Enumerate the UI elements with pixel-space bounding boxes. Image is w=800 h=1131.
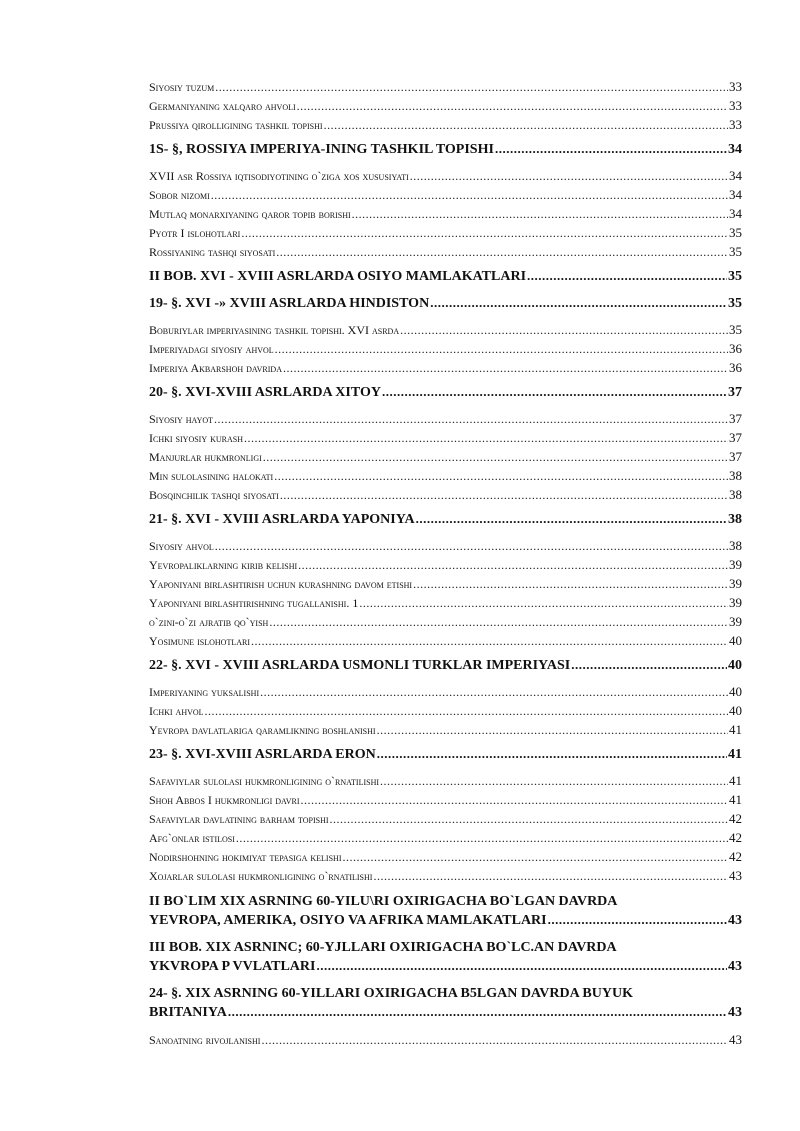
dot-leader bbox=[274, 470, 728, 482]
toc-entry[interactable] bbox=[149, 115, 742, 134]
toc-entry[interactable] bbox=[149, 339, 742, 358]
dot-leader bbox=[316, 959, 727, 972]
toc-entry-title: 1S- §, ROSSIYA IMPERIYA-INING TASHKIL TOPISHI bbox=[149, 142, 494, 157]
toc-heading-entry[interactable] bbox=[149, 892, 742, 930]
dot-leader bbox=[342, 851, 728, 863]
toc-entry-title: Pyotr I islohotlari bbox=[149, 226, 241, 240]
toc-page-number: 42 bbox=[729, 849, 742, 864]
toc-entry[interactable] bbox=[149, 682, 742, 701]
toc-heading-line2: BRITANIYA bbox=[149, 1005, 227, 1020]
toc-entry[interactable] bbox=[149, 574, 742, 593]
toc-page-number: 43 bbox=[728, 959, 742, 974]
toc-entry[interactable] bbox=[149, 358, 742, 377]
toc-page-number: 38 bbox=[729, 538, 742, 553]
dot-leader bbox=[527, 269, 727, 282]
toc-entry[interactable] bbox=[149, 612, 742, 631]
toc-page-number: 35 bbox=[729, 322, 742, 337]
toc-entry-title: Prussiya qirolligining tashkil topishi bbox=[149, 118, 323, 132]
toc-entry[interactable] bbox=[149, 428, 742, 447]
toc-entry-title: 20- §. XVI-XVIII ASRLARDA XITOY bbox=[149, 385, 381, 400]
toc-page-number: 38 bbox=[729, 468, 742, 483]
dot-leader bbox=[205, 705, 728, 717]
dot-leader bbox=[330, 813, 728, 825]
dot-leader bbox=[297, 100, 728, 112]
dot-leader bbox=[215, 81, 728, 93]
toc-entry[interactable] bbox=[149, 536, 742, 555]
toc-heading-line2: YEVROPA, AMERIKA, OSIYO VA AFRIKA MAMLAKATLARI bbox=[149, 913, 547, 928]
toc-entry-title: Yevropa davlatlariga qaramlikning boshlanishi bbox=[149, 723, 376, 737]
toc-page-number: 39 bbox=[729, 614, 742, 629]
toc-page-number: 33 bbox=[729, 117, 742, 132]
toc-heading-entry[interactable] bbox=[149, 744, 742, 766]
toc-page-number: 40 bbox=[729, 633, 742, 648]
toc-entry[interactable] bbox=[149, 790, 742, 809]
dot-leader bbox=[215, 540, 728, 552]
toc-entry-title: II BOB. XVI - XVIII ASRLARDA OSIYO MAMLAKATLARI bbox=[149, 269, 527, 284]
toc-entry[interactable] bbox=[149, 242, 742, 261]
toc-page-number: 34 bbox=[729, 187, 742, 202]
dot-leader bbox=[359, 597, 728, 609]
toc-entry-title: Min sulolasining halokati bbox=[149, 469, 274, 483]
toc-entry-title: Manjurlar hukmronligi bbox=[149, 450, 262, 464]
toc-entry[interactable] bbox=[149, 223, 742, 242]
dot-leader bbox=[276, 246, 728, 258]
toc-entry[interactable] bbox=[149, 809, 742, 828]
dot-leader bbox=[301, 794, 728, 806]
toc-entry-title: 23- §. XVI-XVIII ASRLARDA ERON bbox=[149, 747, 376, 762]
toc-page-number: 35 bbox=[728, 296, 742, 311]
toc-entry[interactable] bbox=[149, 96, 742, 115]
dot-leader bbox=[410, 170, 728, 182]
dot-leader bbox=[263, 451, 728, 463]
toc-entry[interactable] bbox=[149, 447, 742, 466]
dot-leader bbox=[380, 775, 728, 787]
toc-heading-entry[interactable] bbox=[149, 382, 742, 404]
toc-entry-title: Sanoatning rivojlanishi bbox=[149, 1033, 261, 1047]
toc-entry-title: Imperiyaning yuksalishi bbox=[149, 685, 260, 699]
dot-leader bbox=[275, 343, 728, 355]
toc-entry-title: Xojarlar sulolasi hukmronligining o`rnatilishi bbox=[149, 869, 373, 883]
toc-page-number: 41 bbox=[729, 792, 742, 807]
toc-entry-title: Ichki ahvol bbox=[149, 704, 204, 718]
toc-entry[interactable] bbox=[149, 1030, 742, 1049]
toc-page-number: 34 bbox=[729, 168, 742, 183]
toc-page-number: 33 bbox=[729, 98, 742, 113]
dot-leader bbox=[283, 362, 728, 374]
toc-page-number: 43 bbox=[729, 868, 742, 883]
dot-leader bbox=[548, 913, 727, 926]
toc-page-number: 36 bbox=[729, 341, 742, 356]
dot-leader bbox=[413, 578, 728, 590]
toc-heading-entry[interactable] bbox=[149, 266, 742, 288]
toc-entry-title: o`zini-o`zi ajratib qo`yish bbox=[149, 615, 269, 629]
toc-entry-title: Ichki siyosiy kurash bbox=[149, 431, 244, 445]
toc-entry[interactable] bbox=[149, 720, 742, 739]
dot-leader bbox=[495, 142, 727, 155]
toc-page-number: 43 bbox=[728, 1005, 742, 1020]
toc-entry[interactable] bbox=[149, 320, 742, 339]
toc-entry[interactable] bbox=[149, 77, 742, 96]
dot-leader bbox=[269, 616, 728, 628]
toc-entry[interactable] bbox=[149, 828, 742, 847]
toc-heading-entry[interactable] bbox=[149, 984, 742, 1022]
toc-page-number: 37 bbox=[729, 430, 742, 445]
toc-entry-title: Rossiyaning tashqi siyosati bbox=[149, 245, 276, 259]
dot-leader bbox=[251, 635, 728, 647]
toc-entry-title: Yevropaliklarning kirib kelishi bbox=[149, 558, 298, 572]
toc-entry-title: Sobor nizomi bbox=[149, 188, 210, 202]
toc-heading-entry[interactable] bbox=[149, 655, 742, 677]
dot-leader bbox=[228, 1005, 727, 1018]
toc-page-number: 34 bbox=[728, 142, 742, 157]
toc-entry[interactable] bbox=[149, 593, 742, 612]
dot-leader bbox=[280, 489, 728, 501]
dot-leader bbox=[382, 385, 727, 398]
toc-entry[interactable] bbox=[149, 866, 742, 885]
toc-entry[interactable] bbox=[149, 466, 742, 485]
toc-entry-title: Siyosiy hayot bbox=[149, 412, 214, 426]
toc-entry-title: Boburiylar imperiyasining tashkil topishi. XVI asrda bbox=[149, 323, 400, 337]
toc-page-number: 40 bbox=[728, 658, 742, 673]
toc-page-number: 39 bbox=[729, 595, 742, 610]
dot-leader bbox=[324, 119, 728, 131]
toc-entry-title: Mutlaq monarxiyaning qaror topib borishi bbox=[149, 207, 351, 221]
toc-page-number: 39 bbox=[729, 557, 742, 572]
dot-leader bbox=[211, 189, 728, 201]
toc-entry[interactable] bbox=[149, 185, 742, 204]
toc-entry-title: Siyosiy ahvol bbox=[149, 539, 214, 553]
dot-leader bbox=[214, 413, 728, 425]
dot-leader bbox=[261, 1034, 728, 1046]
toc-heading-entry[interactable] bbox=[149, 509, 742, 531]
toc-entry[interactable] bbox=[149, 204, 742, 223]
toc-page-number: 43 bbox=[729, 1032, 742, 1047]
toc-entry-title: Siyosiy tuzum bbox=[149, 80, 215, 94]
dot-leader bbox=[400, 324, 728, 336]
toc-heading-line1: III BOB. XIX ASRNINC; 60-YJLLARI OXIRIGACHA BO`LC.AN DAVRDA bbox=[149, 940, 617, 955]
dot-leader bbox=[430, 296, 727, 309]
toc-entry[interactable] bbox=[149, 847, 742, 866]
toc-entry-title: Safaviylar davlatining barham topishi bbox=[149, 812, 329, 826]
toc-entry-title: Bosqinchilik tashqi siyosati bbox=[149, 488, 279, 502]
toc-page-number: 37 bbox=[728, 385, 742, 400]
toc-entry[interactable] bbox=[149, 485, 742, 504]
dot-leader bbox=[236, 832, 728, 844]
toc-page-number: 42 bbox=[729, 830, 742, 845]
dot-leader bbox=[352, 208, 728, 220]
toc-entry-title: Imperiya Akbarshoh davrida bbox=[149, 361, 282, 375]
toc-page-number: 37 bbox=[729, 449, 742, 464]
toc-page-number: 41 bbox=[729, 722, 742, 737]
toc-page-number: 41 bbox=[729, 773, 742, 788]
toc-entry-title: Afg`onlar istilosi bbox=[149, 831, 235, 845]
dot-leader bbox=[377, 747, 727, 760]
toc-page-number: 38 bbox=[728, 512, 742, 527]
toc-entry-title: Nodirshohning hokimiyat tepasiga kelishi bbox=[149, 850, 342, 864]
toc-page-number: 39 bbox=[729, 576, 742, 591]
toc-entry-title: 19- §. XVI -» XVIII ASRLARDA HINDISTON bbox=[149, 296, 430, 311]
toc-page-number: 38 bbox=[729, 487, 742, 502]
dot-leader bbox=[298, 559, 728, 571]
toc-entry-title: Shoh Abbos I hukmronligi davri bbox=[149, 793, 300, 807]
toc-page-number: 35 bbox=[729, 244, 742, 259]
toc-entry[interactable] bbox=[149, 166, 742, 185]
toc-page-number: 40 bbox=[729, 703, 742, 718]
toc-entry[interactable] bbox=[149, 409, 742, 428]
toc-page-number: 41 bbox=[728, 747, 742, 762]
toc-entry-title: Yaponiyani birlashtirish uchun kurashning davom etishi bbox=[149, 577, 413, 591]
toc-entry-title: Safaviylar sulolasi hukmronligining o`rnatilishi bbox=[149, 774, 380, 788]
toc-entry-title: XVII asr Rossiya iqtisodiyotining o`ziga xos xususiyati bbox=[149, 169, 409, 183]
toc-heading-entry[interactable] bbox=[149, 139, 742, 161]
toc-entry[interactable] bbox=[149, 631, 742, 650]
toc-heading-entry[interactable] bbox=[149, 293, 742, 315]
toc-page-number: 43 bbox=[728, 913, 742, 928]
toc-page-number: 35 bbox=[728, 269, 742, 284]
toc-page-number: 36 bbox=[729, 360, 742, 375]
toc-page-number: 37 bbox=[729, 411, 742, 426]
toc-page-number: 42 bbox=[729, 811, 742, 826]
dot-leader bbox=[571, 658, 727, 671]
toc-entry-title: Yaponiyani birlashtirishning tugallanishi. 1 bbox=[149, 596, 359, 610]
dot-leader bbox=[244, 432, 728, 444]
toc-entry-title: Yosimune islohotlari bbox=[149, 634, 250, 648]
toc-heading-entry[interactable] bbox=[149, 938, 742, 976]
toc-entry-title: Imperiyadagi siyosiy ahvol bbox=[149, 342, 274, 356]
toc-entry[interactable] bbox=[149, 555, 742, 574]
toc-page-number: 33 bbox=[729, 79, 742, 94]
toc-page-number: 34 bbox=[729, 206, 742, 221]
toc-entry-title: 21- §. XVI - XVIII ASRLARDA YAPONIYA bbox=[149, 512, 415, 527]
dot-leader bbox=[260, 686, 728, 698]
toc-entry[interactable] bbox=[149, 701, 742, 720]
toc-page-number: 35 bbox=[729, 225, 742, 240]
toc-entry[interactable] bbox=[149, 771, 742, 790]
dot-leader bbox=[377, 724, 728, 736]
toc-entry-title: 22- §. XVI - XVIII ASRLARDA USMONLI TURKLAR IMPERIYASI bbox=[149, 658, 571, 673]
dot-leader bbox=[416, 512, 727, 525]
toc-heading-line2: YKVROPA P VVLATLARI bbox=[149, 959, 316, 974]
toc-page-number: 40 bbox=[729, 684, 742, 699]
table-of-contents bbox=[149, 77, 742, 1049]
dot-leader bbox=[241, 227, 728, 239]
dot-leader bbox=[373, 870, 728, 882]
toc-heading-line1: II BO`LIM XIX ASRNING 60-YILU\RI OXIRIGACHA BO`LGAN DAVRDA bbox=[149, 894, 618, 909]
toc-heading-line1: 24- §. XIX ASRNING 60-YILLARI OXIRIGACHA B5LGAN DAVRDA BUYUK bbox=[149, 986, 633, 1001]
toc-entry-title: Germaniyaning xalqaro ahvoli bbox=[149, 99, 296, 113]
